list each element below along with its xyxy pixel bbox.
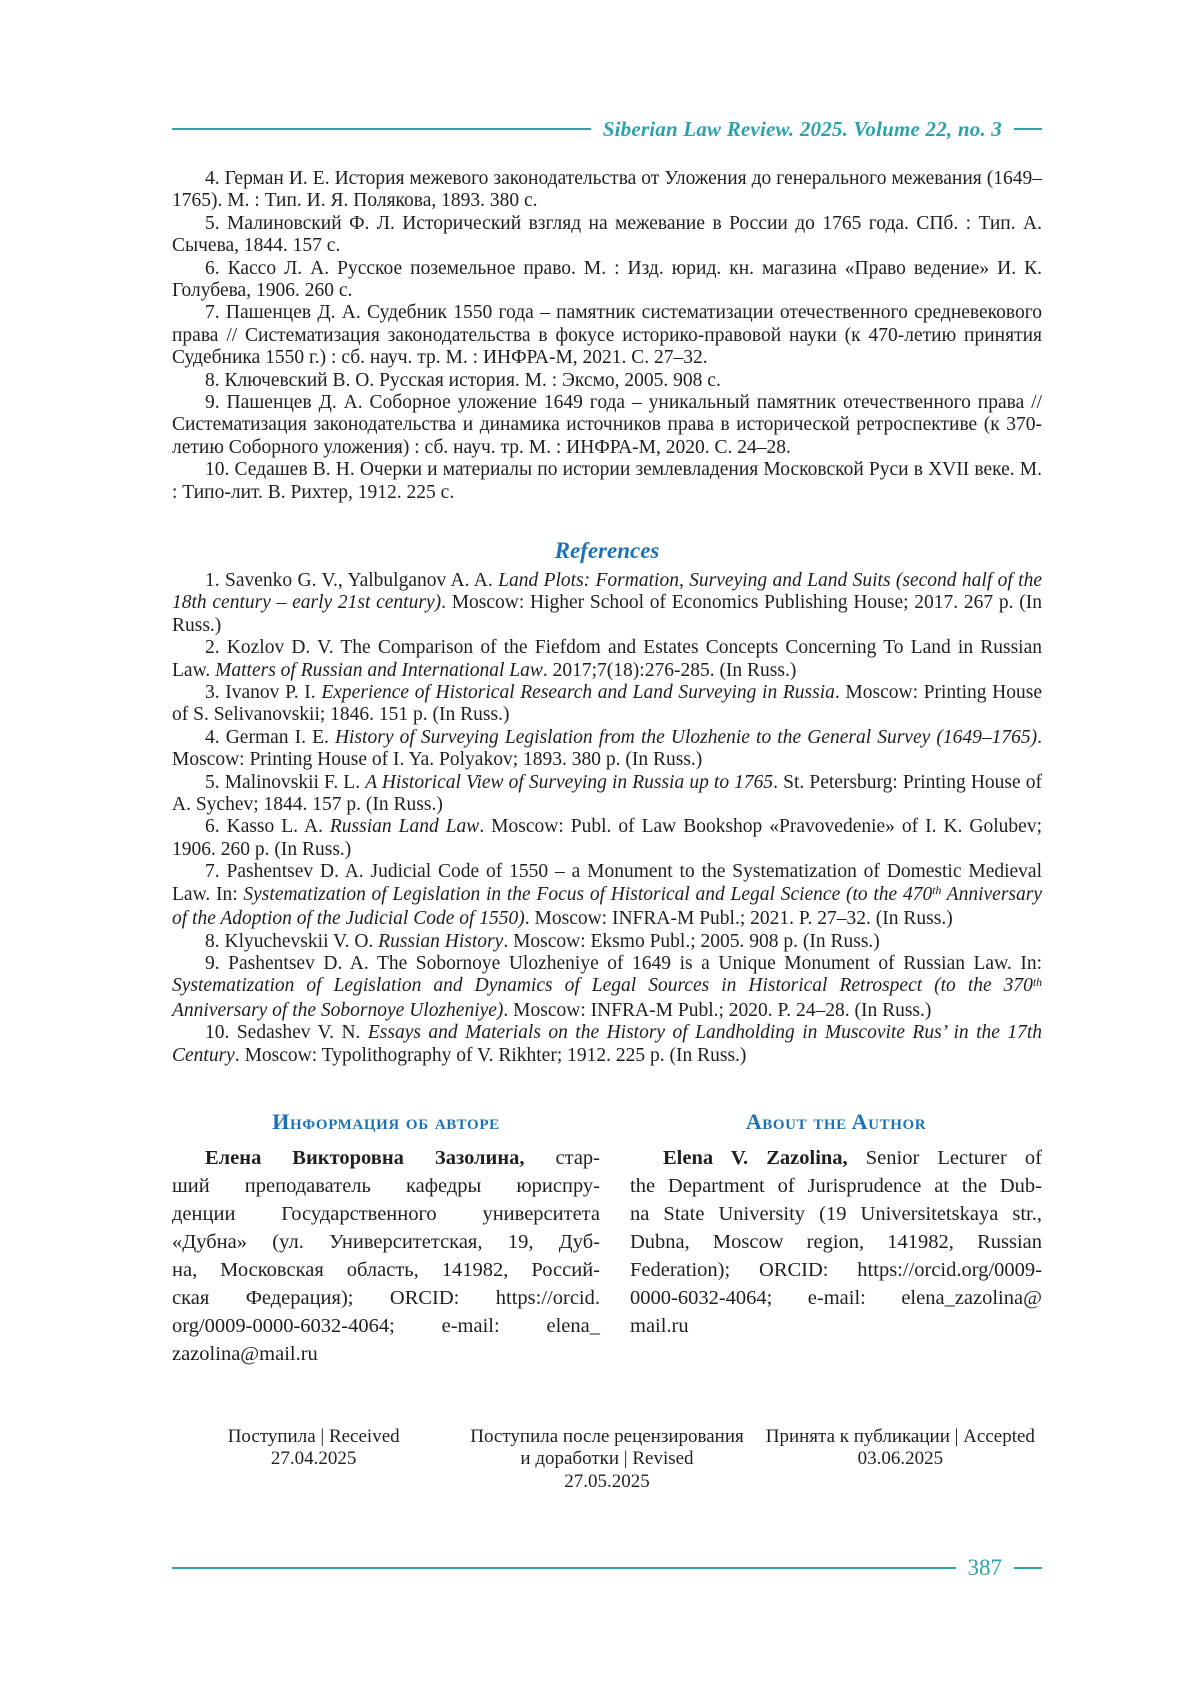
reference-text: 10. Sedashev V. N. [205, 1022, 368, 1044]
author-info-line [172, 1340, 600, 1368]
reference-text: . Moscow: Publ. of Law Bookshop «Pravovedenie» of I. K. Golubev; 1906. 260 p. (In Russ.) [172, 816, 1042, 860]
author-info-en-text [630, 1144, 1042, 1340]
reference-text: . Moscow: INFRA-M Publ.; 2021. P. 27–32. (In Russ.) [524, 908, 953, 930]
author-details: Senior Lecturer of [847, 1147, 1042, 1169]
author-details: zazolina@mail.ru [172, 1343, 318, 1365]
author-info-section [172, 1108, 1042, 1368]
reference-title: Matters of Russian and International Law [215, 659, 543, 681]
reference-title: Russian History [378, 930, 504, 952]
english-reference-item [172, 953, 1042, 1022]
author-info-line [630, 1284, 1042, 1312]
reference-text: . Moscow: Printing House of S. Selivanovskii; 1846. 151 p. (In Russ.) [172, 682, 1042, 726]
reference-title: A Historical View of Surveying in Russia up to 1765 [365, 771, 774, 793]
author-info-line [172, 1284, 600, 1312]
author-details: стар- [524, 1147, 601, 1169]
reference-text: 9. Pashentsev D. A. The Sobornoye Ulozheniye of 1649 is a Unique Monument of Russian Law. In: [205, 952, 1042, 974]
reference-text: . Moscow: INFRA-M Publ.; 2020. P. 24–28. (In Russ.) [503, 999, 932, 1021]
reference-title: Systematization of Legislation and Dynamics of Legal Sources in Historical Retrospect (to the 370 [172, 975, 1033, 997]
english-reference-item [172, 931, 1042, 953]
date-column [759, 1426, 1042, 1493]
english-reference-item [172, 570, 1042, 637]
reference-title: th [932, 884, 942, 898]
reference-title: Russian Land Law [329, 816, 480, 838]
author-info-ru-text [172, 1144, 600, 1368]
reference-text: 2. Kozlov D. V. The Comparison of the Fiefdom and Estates Concepts Concerning To Land in Russian Law. [172, 637, 1042, 681]
russian-reference-item: 7. Пашенцев Д. А. Судебник 1550 года – памятник систематизации отечественного средневекового права // Систематизация законодательства в фокусе историко-правовой науки (к 470-летию принятия Судебника 1550 г.) : сб. науч. тр. М. : ИНФРА-М, 2021. С. 27–32. [172, 302, 1042, 369]
author-details: денции Государственного университета [172, 1203, 600, 1225]
author-details: org/0009-0000-6032-4064; e-mail: elena_ [172, 1315, 600, 1337]
author-info-line [630, 1256, 1042, 1284]
russian-reference-item: 8. Ключевский В. О. Русская история. М. : Эксмо, 2005. 908 с. [205, 369, 721, 391]
author-info-line [630, 1312, 1042, 1340]
reference-text: . Moscow: Higher School of Economics Publishing House; 2017. 267 p. (In Russ.) [172, 592, 1042, 636]
author-info-line [172, 1312, 600, 1340]
footer-rule-left [172, 1567, 956, 1569]
author-details: Federation); ORCID: https://orcid.org/0009- [630, 1259, 1042, 1281]
author-info-ru [172, 1108, 600, 1368]
author-info-line [630, 1172, 1042, 1200]
reference-text: 8. Klyuchevskii V. O. [205, 930, 379, 952]
reference-text: 7. Pashentsev D. A. Judicial Code of 1550 – a Monument to the Systematization of Domestic Medieval Law. In: [172, 861, 1042, 905]
author-details: 0000-6032-4064; e-mail: elena_zazolina@ [630, 1287, 1042, 1309]
author-details: ший преподаватель кафедры юриспру- [172, 1175, 600, 1197]
author-info-en [630, 1108, 1042, 1368]
reference-text: . 2017;7(18):276-285. (In Russ.) [542, 659, 797, 681]
author-info-line [172, 1172, 600, 1200]
russian-references-section [172, 168, 1042, 504]
page-header [172, 116, 1042, 142]
russian-reference-item: 5. Малиновский Ф. Л. Исторический взгляд на межевание в России до 1765 года. СПб. : Тип. А. Сычева, 1844. 157 с. [172, 212, 1042, 257]
english-reference-item [172, 861, 1042, 930]
reference-text: 5. Malinovskii F. L. [205, 771, 366, 793]
article-dates [172, 1426, 1042, 1493]
header-rule-right [1014, 128, 1042, 130]
author-info-line [630, 1228, 1042, 1256]
author-info-line [172, 1144, 600, 1172]
reference-text: . Moscow: Eksmo Publ.; 2005. 908 p. (In Russ.) [503, 930, 880, 952]
reference-title: Anniversary of the Sobornoye Ulozheniye) [172, 999, 504, 1021]
author-name: Елена Викторовна Зазолина, [205, 1147, 525, 1169]
footer-rule-right [1014, 1567, 1042, 1569]
russian-reference-item: 9. Пашенцев Д. А. Соборное уложение 1649 года – уникальный памятник отечественного права // Систематизация законодательства и динамика источников права в исторической ретроспективе (к 370-летию Соборного уложения) : сб. науч. тр. М. : ИНФРА-М, 2020. С. 24–28. [172, 392, 1042, 458]
reference-title: Anniversary of the Adoption of the Judicial Code of 1550) [172, 883, 1042, 930]
date-column [172, 1426, 455, 1493]
reference-title: Experience of Historical Research and Land Surveying in Russia [321, 682, 835, 704]
author-details: mail.ru [630, 1315, 689, 1337]
reference-title: Essays and Materials on the History of Landholding in Muscovite Rus’ in the 17th Century [172, 1022, 1043, 1066]
date-line: 27.05.2025 [564, 1470, 650, 1492]
author-info-line [172, 1200, 600, 1228]
english-references-section [172, 570, 1042, 1067]
reference-title: th [1032, 976, 1042, 990]
reference-text: . Moscow: Printing House of I. Ya. Polyakov; 1893. 380 p. (In Russ.) [172, 726, 1042, 771]
author-details: «Дубна» (ул. Университетская, 19, Дуб- [172, 1231, 600, 1253]
reference-text: 1. Savenko G. V., Yalbulganov A. A. [205, 570, 499, 591]
author-info-line [630, 1144, 1042, 1172]
reference-title: Land Plots: Formation, Surveying and Land Suits (second half of the 18th century – early 21st century) [172, 570, 1042, 614]
date-line: 27.04.2025 [270, 1448, 357, 1470]
reference-text: . St. Petersburg: Printing House of A. Sychev; 1844. 157 p. (In Russ.) [172, 771, 1043, 816]
references-heading: References [554, 538, 660, 563]
reference-text: 4. German I. E. [205, 726, 335, 748]
date-line: Принята к публикации | Accepted [765, 1426, 1035, 1447]
english-reference-item [172, 772, 1042, 817]
reference-text: 3. Ivanov P. I. [205, 682, 322, 704]
page-footer [172, 1556, 1042, 1580]
author-name: Elena V. Zazolina, [663, 1147, 848, 1169]
date-line: Поступила после рецензирования [470, 1426, 744, 1447]
author-info-line [172, 1256, 600, 1284]
reference-text: . Moscow: Typolithography of V. Rikhter; 1912. 225 p. (In Russ.) [234, 1044, 747, 1066]
author-info-ru-heading: Информация об авторе [272, 1109, 500, 1134]
date-line: и доработки | Revised [520, 1448, 694, 1470]
english-reference-item [172, 1022, 1042, 1067]
author-details: ская Федерация); ORCID: https://orcid. [172, 1287, 600, 1309]
author-details: Dubna, Moscow region, 141982, Russian [630, 1231, 1042, 1253]
author-info-en-heading: About the Author [745, 1109, 927, 1134]
english-reference-item [172, 727, 1042, 772]
english-reference-item [172, 637, 1042, 682]
date-line: 03.06.2025 [857, 1448, 944, 1470]
english-reference-item [172, 682, 1042, 727]
date-column [465, 1426, 748, 1493]
author-details: na State University (19 Universitetskaya str., [630, 1203, 1042, 1225]
russian-reference-item: 6. Кассо Л. А. Русское поземельное право. М. : Изд. юрид. кн. магазина «Право ведение» И. К. Голубева, 1906. 260 с. [172, 257, 1042, 302]
english-reference-item [172, 816, 1042, 861]
author-details: the Department of Jurisprudence at the Dub- [630, 1175, 1042, 1197]
reference-text: 6. Kasso L. A. [205, 816, 330, 838]
reference-title: Systematization of Legislation in the Focus of Historical and Legal Science (to the 470 [243, 883, 933, 905]
author-details: на, Московская область, 141982, Россий- [172, 1259, 600, 1281]
date-line: Поступила | Received [227, 1426, 400, 1447]
reference-title: History of Surveying Legislation from the Ulozhenie to the General Survey (1649–1765) [334, 726, 1038, 748]
author-info-line [630, 1200, 1042, 1228]
author-info-line [172, 1228, 600, 1256]
journal-title: Siberian Law Review. 2025. Volume 22, no. 3 [602, 117, 1002, 141]
header-rule-left [172, 128, 591, 130]
russian-reference-item: 4. Герман И. Е. История межевого законодательства от Уложения до генерального межевания (1649–1765). М. : Тип. И. Я. Полякова, 1893. 380 с. [172, 168, 1042, 212]
russian-reference-item: 10. Седашев В. Н. Очерки и материалы по истории землевладения Московской Руси в XVII веке. М. : Типо-лит. В. Рихтер, 1912. 225 с. [172, 459, 1042, 503]
page-number: 387 [967, 1555, 1002, 1580]
